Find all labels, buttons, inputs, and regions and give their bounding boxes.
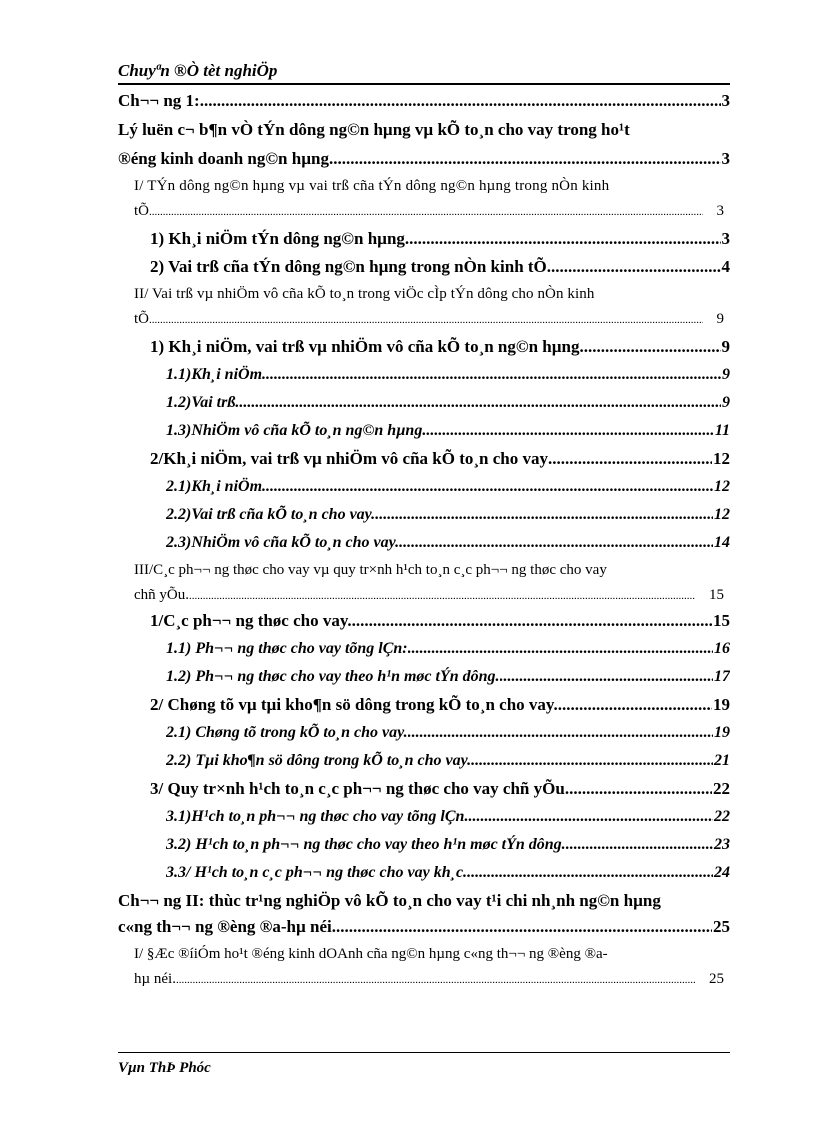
toc-entry-text: 2/Kh¸i niÖm, vai trß vµ nhiÖm vô cña kÕ to¸n cho vay [150,449,548,468]
toc-page-number: 3 [721,229,730,248]
toc-entry[interactable] [134,306,724,332]
toc-entry[interactable] [166,636,730,662]
toc-leader-dots [471,748,713,774]
toc-page-number: 24 [714,864,730,881]
toc-page-number: 9 [716,311,724,327]
footer-divider [118,1052,730,1053]
toc-entry-heading[interactable]: II/ Vai trß vµ nhiÖm vô cña kÕ to¸n trong viÖc cÌp tÝn dông cho nÒn kinh [134,286,595,302]
toc-entry-text: 2/ Chøng tõ vµ tµi kho¶n sö dông trong kÕ to¸n cho vay. [150,695,558,714]
toc-page-number: 9 [721,337,730,356]
toc-page-number: 17 [714,668,730,685]
toc-entry-text: tÕ [134,203,149,219]
toc-entry-text: 2.2)Vai trß cña kÕ to¸n cho vay. [166,506,376,523]
toc-entry[interactable] [150,254,730,280]
toc-entry-text: 1.1) Ph¬¬ ng thøc cho vay tõng lÇn: [166,640,408,657]
toc-page-number: 23 [714,836,730,853]
toc-leader-dots [329,146,721,172]
toc-leader-dots [500,664,713,690]
toc-entry-text: 1/C¸c ph¬¬ ng thøc cho vay. [150,611,352,630]
toc-entry-text: c«ng th¬¬ ng ®èng ®a-hµ néi [118,917,332,936]
toc-entry-text: Ch¬¬ ng 1: [118,91,200,110]
toc-entry-text: 2.3)NhiÖm vô cña kÕ to¸n cho vay. [166,534,400,551]
toc-entry-text: 1) Kh¸i niÖm, vai trß vµ nhiÖm vô cña kÕ to¸n ng©n hµng. [150,337,584,356]
toc-entry[interactable] [134,582,724,608]
toc-page-number: 16 [714,640,730,657]
toc-entry[interactable] [166,748,730,774]
page-header-title: Chuyªn ®Ò tèt nghiÖp [118,61,278,80]
toc-entry[interactable] [166,530,730,556]
toc-leader-dots [558,692,712,718]
toc-leader-dots [547,254,721,280]
toc-entry-heading[interactable]: III/C¸c ph¬¬ ng thøc cho vay vµ quy tr×nh h¹ch to¸n c¸c ph¬¬ ng thøc cho vay [134,562,607,578]
header-divider [118,83,730,85]
toc-entry-text: ®éng kinh doanh ng©n hµng [118,149,329,168]
toc-leader-dots [189,583,695,608]
toc-page-number: 12 [714,506,730,523]
toc-entry[interactable] [166,804,730,830]
toc-entry-text: 2.1)Kh¸i niÖm. [166,478,267,495]
toc-entry-text: 3.2) H¹ch to¸n ph¬¬ ng thøc cho vay theo h¹n møc tÝn dông. [166,836,566,853]
toc-page-number: 12 [713,449,730,468]
toc-page-number: 22 [714,808,730,825]
toc-page-number: 14 [714,534,730,551]
toc-entry[interactable] [134,966,724,992]
toc-entry-text: hµ néi. [134,971,176,987]
toc-leader-dots [266,362,721,388]
toc-entry-text: tÕ [134,311,149,327]
toc-entry[interactable] [166,474,730,500]
toc-entry-text: 1.2)Vai trß. [166,394,240,411]
toc-entry[interactable] [150,608,730,634]
toc-entry[interactable] [118,146,730,172]
toc-entry-text: 1.2) Ph¬¬ ng thøc cho vay theo h¹n møc tÝn dông. [166,668,500,685]
toc-page-number: 11 [714,422,730,439]
toc-entry[interactable] [166,502,730,528]
toc-leader-dots [149,199,703,224]
toc-entry[interactable] [150,226,730,252]
toc-entry-text: 1.3)NhiÖm vô cña kÕ to¸n ng©n hµng. [166,422,427,439]
toc-page-number: 25 [713,917,730,936]
toc-leader-dots [464,804,713,830]
toc-page-number: 22 [713,779,730,798]
toc-page-number: 9 [722,394,730,411]
toc-leader-dots [352,608,712,634]
toc-entry[interactable] [150,692,730,718]
toc-entry[interactable] [118,88,730,114]
page-footer-author: Vµn ThÞ Phóc [118,1060,211,1076]
toc-leader-dots [266,474,713,500]
toc-leader-dots [332,914,712,940]
toc-entry-heading[interactable]: Lý luën c¬ b¶n vÒ tÝn dông ng©n hµng vµ kÕ to¸n cho vay trong ho¹t [118,120,630,139]
toc-page-number: 21 [714,752,730,769]
toc-entry[interactable] [150,446,730,472]
toc-entry-heading[interactable]: I/ TÝn dông ng©n hµng vµ vai trß cña tÝn dông ng©n hµng trong nÒn kinh [134,178,610,194]
toc-leader-dots [467,860,713,886]
toc-entry-text: 1.1)Kh¸i niÖm. [166,366,267,383]
toc-entry[interactable] [166,390,730,416]
toc-entry-text: 2) Vai trß cña tÝn dông ng©n hµng trong nÒn kinh tÕ [150,257,547,276]
toc-entry-text: 2.1) Chøng tõ trong kÕ to¸n cho vay. [166,724,408,741]
toc-leader-dots [566,832,713,858]
toc-entry[interactable] [166,362,730,388]
toc-entry[interactable] [166,418,730,444]
toc-leader-dots [569,776,712,802]
toc-leader-dots [584,334,721,360]
toc-entry[interactable] [166,664,730,690]
toc-entry-text: 1) Kh¸i niÖm tÝn dông ng©n hµng. [150,229,410,248]
toc-entry[interactable] [150,334,730,360]
toc-entry[interactable] [118,914,730,940]
toc-page-number: 3 [721,91,730,110]
toc-page-number: 25 [709,971,724,987]
toc-page-number: 4 [721,257,730,276]
toc-entry[interactable] [134,198,724,224]
toc-entry-text: chñ yÕu. [134,587,189,603]
toc-leader-dots [408,720,713,746]
toc-page-number: 12 [714,478,730,495]
toc-page-number: 3 [716,203,724,219]
toc-leader-dots [408,636,713,662]
toc-leader-dots [409,226,720,252]
toc-leader-dots [426,418,714,444]
toc-entry-text: 3/ Quy tr×nh h¹ch to¸n c¸c ph¬¬ ng thøc cho vay chñ yÕu. [150,779,570,798]
toc-page-number: 19 [714,724,730,741]
toc-page-number: 15 [713,611,730,630]
toc-entry-heading[interactable]: I/ §Æc ®íiÓm ho¹t ®éng kinh dOAnh cña ng©n hµng c«ng th¬¬ ng ®èng ®a- [134,946,608,962]
toc-entry-text: 3.3/ H¹ch to¸n c¸c ph¬¬ ng thøc cho vay kh¸c. [166,864,468,881]
toc-entry-text: 3.1)H¹ch to¸n ph¬¬ ng thøc cho vay tõng lÇn [166,808,465,825]
toc-leader-dots [239,390,721,416]
toc-entry[interactable] [166,860,730,886]
toc-page-number: 3 [721,149,730,168]
toc-leader-dots [149,307,703,332]
toc-leader-dots [399,530,713,556]
toc-entry[interactable] [166,720,730,746]
toc-entry-heading[interactable]: Ch¬¬ ng II: thùc tr¹ng nghiÖp vô kÕ to¸n cho vay t¹i chi nh¸nh ng©n hµng [118,891,661,910]
toc-leader-dots [176,967,695,992]
toc-leader-dots [548,446,712,472]
toc-entry-text: 2.2) Tµi kho¶n sö dông trong kÕ to¸n cho vay. [166,752,472,769]
toc-leader-dots [375,502,713,528]
toc-entry[interactable] [166,832,730,858]
toc-page-number: 9 [722,366,730,383]
toc-page-number: 19 [713,695,730,714]
toc-page-number: 15 [709,587,724,603]
toc-leader-dots [200,88,721,114]
toc-entry[interactable] [150,776,730,802]
